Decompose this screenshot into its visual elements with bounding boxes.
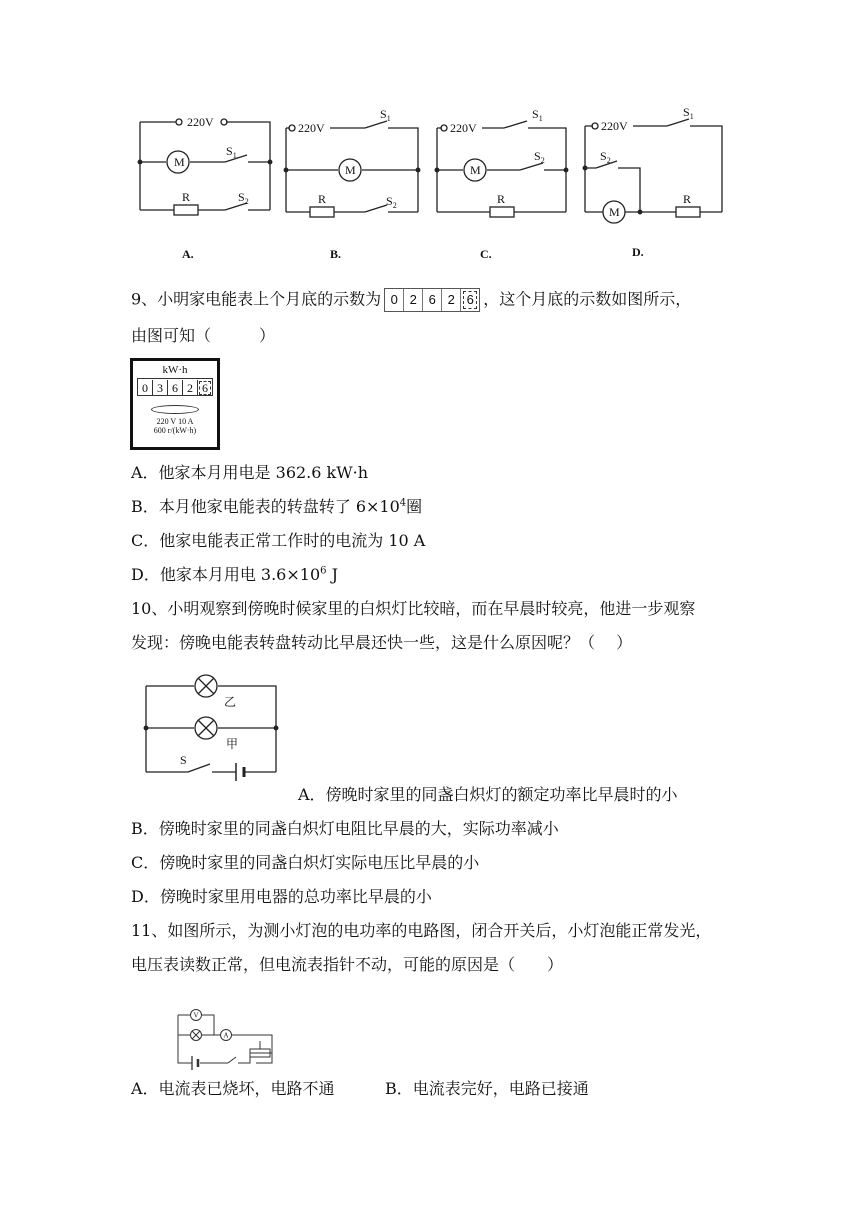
motor-label-a: M <box>174 155 185 169</box>
circuit-d <box>583 119 722 223</box>
q9-option-c: C．他家电能表正常工作时的电流为 10 A <box>131 531 426 550</box>
q10-option-a: A．傍晚时家里的同盏白炽灯的额定功率比早晨时的小 <box>298 785 678 804</box>
previous-reading-box: 0 2 6 2 6 <box>384 288 480 312</box>
svg-text:S1: $S_1$ <box>226 144 237 160</box>
q10-option-b: B．傍晚时家里的同盏白炽灯电阻比早晨的大，实际功率减小 <box>131 819 559 838</box>
resistor-label-b: R <box>318 192 327 206</box>
motor-label-b: M <box>345 163 356 177</box>
q9-stem: 9、小明家电能表上个月底的示数为 0 2 6 2 6 ，这个月底的示数如图所示， <box>131 288 691 312</box>
q10-option-d: D．傍晚时家里用电器的总功率比早晨的小 <box>131 887 432 906</box>
voltage-label-b: 220V <box>298 121 325 135</box>
q10-option-c: C．傍晚时家里的同盏白炽灯实际电压比早晨的小 <box>131 853 480 872</box>
q10-stem-line2: 发现：傍晚电能表转盘转动比早晨还快一些，这是什么原因呢？（ ） <box>131 633 633 652</box>
q11-stem-line2: 电压表读数正常，但电流表指针不动，可能的原因是（ ） <box>131 955 564 974</box>
q11-option-a: A．电流表已烧坏，电路不通 <box>131 1079 335 1098</box>
q9-option-d: D．他家本月用电 $3.6\times 10^6$ J <box>131 565 339 584</box>
resistor-label-d: R <box>683 192 692 206</box>
q11-option-b: B．电流表完好，电路已接通 <box>385 1079 589 1098</box>
ammeter-label: A <box>223 1031 229 1040</box>
motor-label-d: M <box>609 205 620 219</box>
q9-option-b: B．本月他家电能表的转盘转了 $6\times 10^4$圈 <box>131 497 423 516</box>
q9-stem-line2: 由图可知（ ） <box>131 326 276 345</box>
q9-option-a: A．他家本月用电是 362.6 kW·h <box>131 463 369 482</box>
switch-label: S <box>180 753 187 767</box>
svg-text:S2: $S_2$ <box>600 149 611 165</box>
svg-text:S2: $S_2$ <box>534 149 545 165</box>
q8-circuit-figures <box>130 100 740 270</box>
svg-text:S1: $S_1$ <box>683 105 694 121</box>
resistor-label-c: R <box>497 192 506 206</box>
voltage-label-a: 220V <box>187 115 214 129</box>
voltmeter-label: V <box>193 1011 199 1020</box>
q10-stem-line1: 10、小明观察到傍晚时候家里的白炽灯比较暗，而在早晨时较亮，他进一步观察 <box>131 599 696 618</box>
option-label-d: D. <box>632 245 644 259</box>
voltage-label-c: 220V <box>450 121 477 135</box>
circuit-a <box>138 119 272 215</box>
svg-text:S2: $S_2$ <box>386 194 397 210</box>
motor-label-c: M <box>470 163 481 177</box>
meter-disc <box>151 405 199 414</box>
option-label-c: C. <box>480 247 492 261</box>
meter-revolutions: 600 r/(kW·h) <box>153 426 197 435</box>
svg-text:S2: $S_2$ <box>238 190 249 206</box>
electric-meter <box>130 358 220 450</box>
q11-circuit <box>170 1005 280 1070</box>
svg-text:S1: $S_1$ <box>532 107 543 123</box>
svg-text:S1: $S_1$ <box>380 107 391 123</box>
meter-unit: kW·h <box>162 364 188 376</box>
q11-stem-line1: 11、如图所示，为测小灯泡的电功率的电路图，闭合开关后，小灯泡能正常发光， <box>131 921 712 940</box>
resistor-label-a: R <box>182 190 191 204</box>
lamp-label-yi: 乙 <box>224 695 237 709</box>
option-label-a: A. <box>182 247 194 261</box>
meter-rating: 220 V 10 A <box>156 417 194 426</box>
q10-circuit <box>140 670 290 782</box>
meter-digits: 0 3 6 2 6 <box>137 378 213 396</box>
option-label-b: B. <box>330 247 342 261</box>
voltage-label-d: 220V <box>601 119 628 133</box>
lamp-label-jia: 甲 <box>226 737 239 751</box>
